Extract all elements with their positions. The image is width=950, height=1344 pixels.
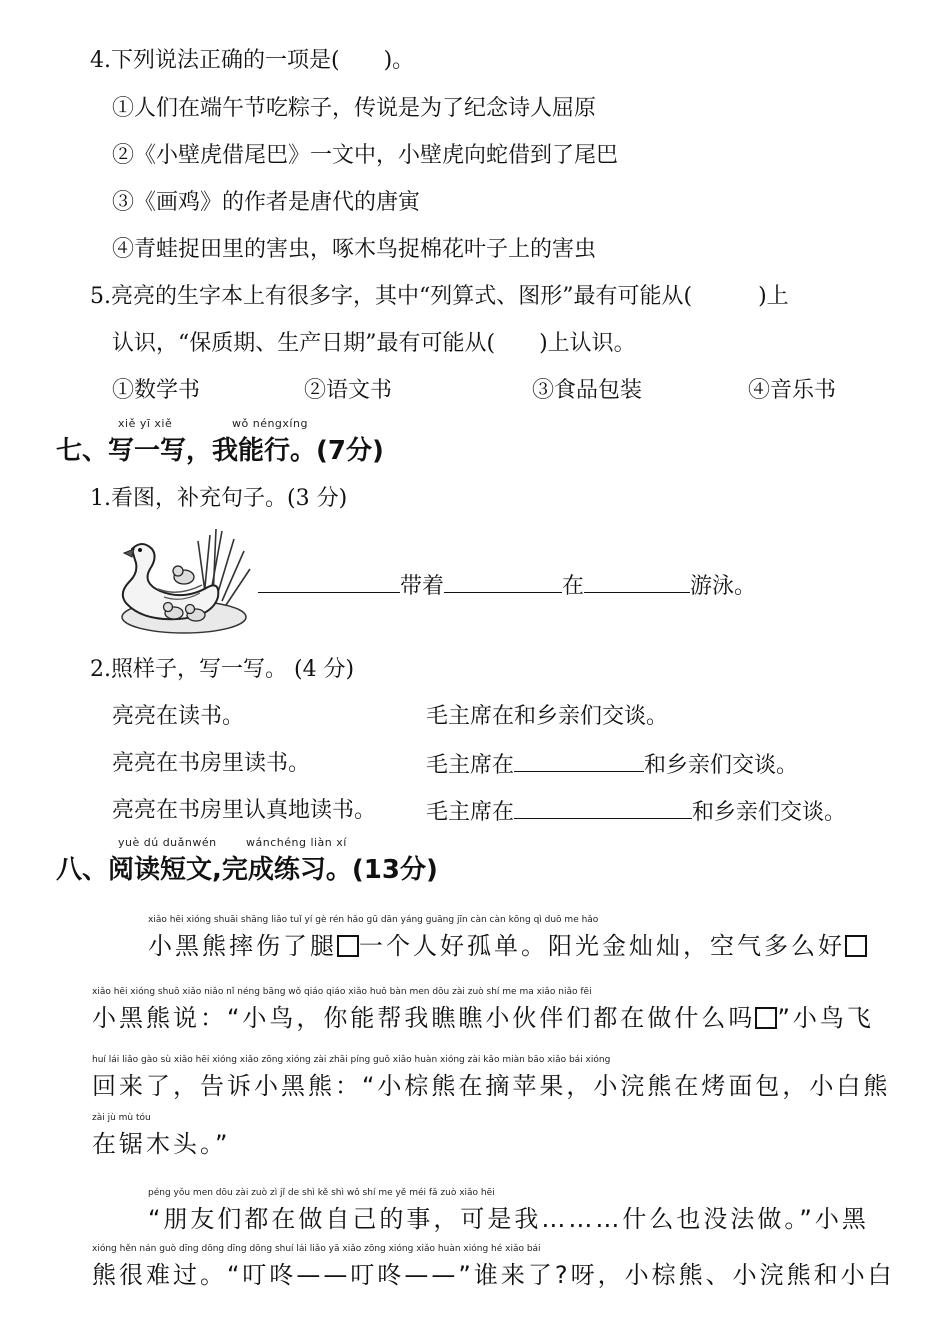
passage-line-3: 回来了，告诉小黑熊：“小棕熊在摘苹果，小浣熊在烤面包，小白熊 <box>92 1072 891 1100</box>
s7-q2-right-3 <box>426 796 846 828</box>
passage-line-5: “朋友们都在做自己的事，可是我………什么也没法做。”小黑 <box>148 1205 869 1233</box>
passage-text: 小黑熊说：“小鸟，你能帮我瞧瞧小伙伴们都在做什么吗 <box>92 1004 756 1032</box>
q5-option-1: ①数学书 <box>112 378 201 403</box>
duck-illustration <box>118 527 254 637</box>
passage-text: 一个人好孤单。阳光金灿灿，空气多么好 <box>359 932 845 960</box>
q5-option-4: ④音乐书 <box>748 378 837 403</box>
right-prefix: 毛主席在 <box>426 753 515 778</box>
passage-text: 小黑熊摔伤了腿 <box>148 932 337 960</box>
punctuation-box-2[interactable] <box>845 935 867 957</box>
right-prefix: 毛主席在 <box>426 800 515 825</box>
answer-blank-4[interactable] <box>514 749 644 772</box>
q4-option-4: ④青蛙捉田里的害虫，啄木鸟捉棉花叶子上的害虫 <box>112 237 597 262</box>
punctuation-box-1[interactable] <box>337 935 359 957</box>
s7-q1-stem: 1.看图，补充句子。(3 分) <box>90 486 348 511</box>
right-suffix: 和乡亲们交谈。 <box>692 800 847 825</box>
right-suffix: 和乡亲们交谈。 <box>644 753 799 778</box>
s7-q1-word2: 在 <box>562 574 585 599</box>
passage-p3-pinyin: huí lái liǎo gào sù xiǎo hēi xióng xiǎo zōng xióng zài zhāi píng guǒ xiǎo huàn xióng zài kǎo miàn bāo xiǎo bái xióng <box>92 1055 611 1065</box>
passage-p4-pinyin: zài jù mù tóu <box>92 1113 151 1123</box>
s7-q2-right-2 <box>426 749 798 781</box>
passage-p6-pinyin: xióng hěn nán guò dīng dōng dīng dōng shuí lái liǎo yā xiǎo zōng xióng xiǎo huàn xióng hé xiǎo bái <box>92 1244 541 1254</box>
section7-pinyin-b: wǒ néngxíng <box>232 417 308 430</box>
section7-title: 七、写一写，我能行。(7分) <box>56 436 384 466</box>
answer-blank-3[interactable] <box>584 570 690 593</box>
s7-q2-left-3: 亮亮在书房里认真地读书。 <box>112 798 377 823</box>
passage-line-1 <box>148 926 867 961</box>
q5-line2: 认识，“保质期、生产日期”最有可能从( )上认识。 <box>112 331 636 356</box>
passage-p2-pinyin: xiǎo hēi xióng shuō xiǎo niǎo nǐ néng bāng wǒ qiáo qiáo xiǎo huǒ bàn men dōu zài zuò shí me ma xiǎo niǎo fēi <box>92 987 592 997</box>
q5-line1: 5.亮亮的生字本上有很多字，其中“列算式、图形”最有可能从( )上 <box>90 284 789 309</box>
q5-option-2: ②语文书 <box>304 378 393 403</box>
punctuation-box-3[interactable] <box>755 1007 777 1029</box>
s7-q2-left-1: 亮亮在读书。 <box>112 704 245 729</box>
passage-line-4: 在锯木头。” <box>92 1130 231 1158</box>
section8-pinyin-b: wánchéng liàn xí <box>246 836 347 849</box>
passage-text: ”小鸟飞 <box>777 1004 874 1032</box>
passage-p5-pinyin: péng yǒu men dōu zài zuò zì jǐ de shì kě shì wǒ shí me yě méi fǎ zuò xiǎo hēi <box>148 1188 495 1198</box>
section8-title: 八、阅读短文,完成练习。(13分) <box>56 855 438 885</box>
q4-stem: 4.下列说法正确的一项是( )。 <box>90 48 415 73</box>
s7-q1-sentence <box>258 570 756 602</box>
q5-option-3: ③食品包装 <box>532 378 643 403</box>
s7-q2-right-1: 毛主席在和乡亲们交谈。 <box>426 704 669 729</box>
section8-pinyin-a: yuè dú duǎnwén <box>118 836 217 849</box>
s7-q2-left-2: 亮亮在书房里读书。 <box>112 751 311 776</box>
answer-blank-2[interactable] <box>444 570 562 593</box>
s7-q2-stem: 2.照样子，写一写。 (4 分) <box>90 657 355 682</box>
q4-option-1: ①人们在端午节吃粽子，传说是为了纪念诗人屈原 <box>112 96 597 121</box>
passage-p1-pinyin: xiǎo hēi xióng shuāi shāng liǎo tuǐ yí gè rén hǎo gū dān yáng guāng jīn càn càn kōng qì duō me hǎo <box>148 915 599 925</box>
answer-blank-5[interactable] <box>514 796 692 819</box>
s7-q1-word1: 带着 <box>400 574 445 599</box>
passage-line-6: 熊很难过。“叮咚——叮咚——”谁来了?呀，小棕熊、小浣熊和小白 <box>92 1261 895 1289</box>
answer-blank-1[interactable] <box>258 570 400 593</box>
q4-option-3: ③《画鸡》的作者是唐代的唐寅 <box>112 190 421 215</box>
q4-option-2: ②《小壁虎借尾巴》一文中，小壁虎向蛇借到了尾巴 <box>112 143 619 168</box>
passage-line-2 <box>92 998 874 1033</box>
s7-q1-word3: 游泳。 <box>690 574 757 599</box>
section7-pinyin-a: xiě yī xiě <box>118 417 173 430</box>
